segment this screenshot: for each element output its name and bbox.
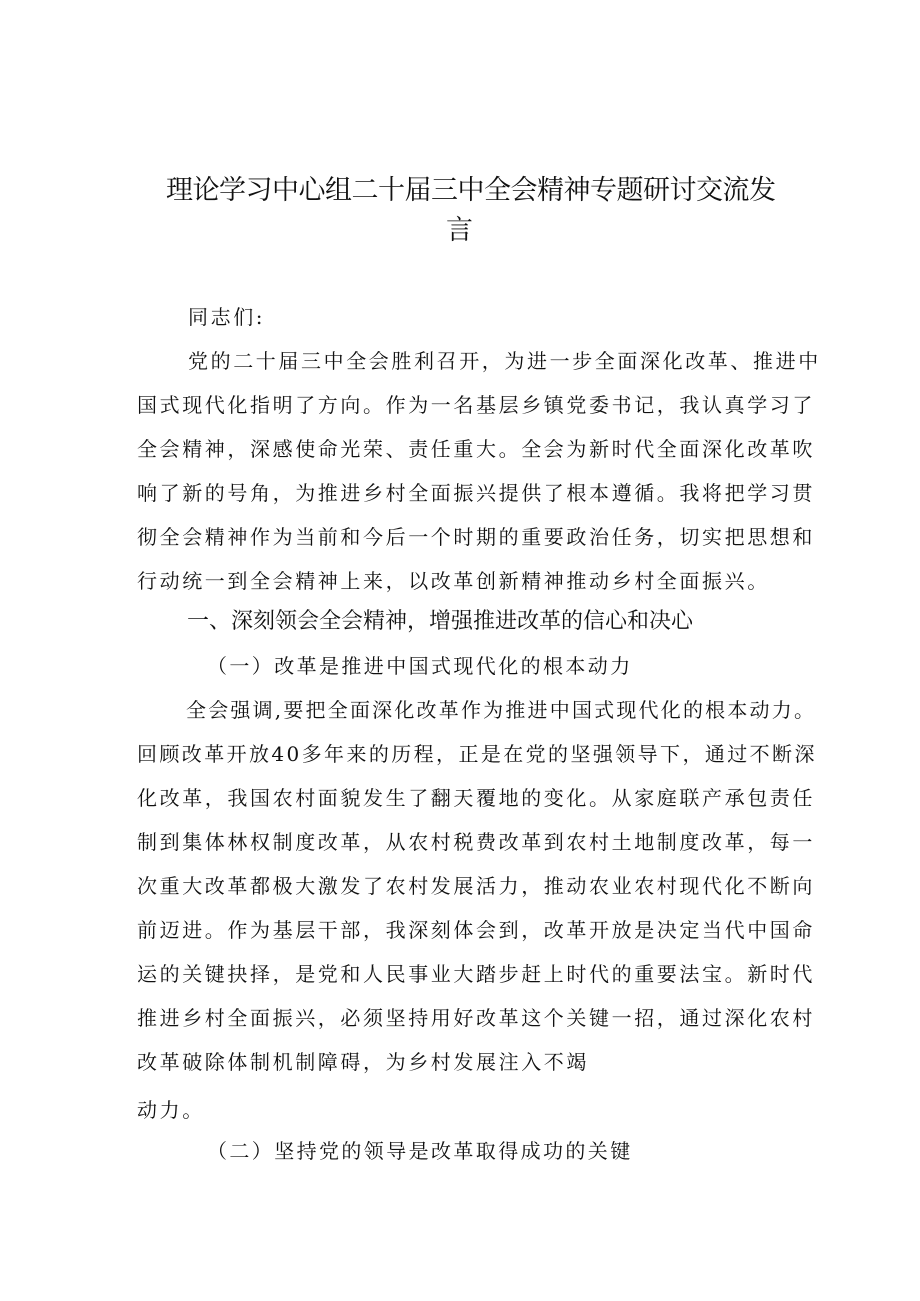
intro-line: 行动统一到全会精神上来，以改革创新精神推动乡村全面振兴。 bbox=[137, 569, 770, 593]
body-line: 动力。 bbox=[137, 1098, 205, 1122]
body-line: 制到集体林权制度改革，从农村税费改革到农村土地制度改革，每一 bbox=[137, 830, 815, 854]
intro-line: 国式现代化指明了方向。作为一名基层乡镇党委书记，我认真学习了 bbox=[137, 393, 815, 417]
body-line: 回顾改革开放40多年来的历程，正是在党的坚强领导下，通过不断深 bbox=[137, 742, 817, 766]
intro-line: 全会精神，深感使命光荣、责任重大。全会为新时代全面深化改革吹 bbox=[137, 437, 815, 461]
body-line: 全会强调,要把全面深化改革作为推进中国式现代化的根本动力。 bbox=[186, 698, 817, 722]
intro-line: 党的二十届三中全会胜利召开，为进一步全面深化改革、推进中 bbox=[188, 349, 821, 373]
body-line: 推进乡村全面振兴，必须坚持用好改革这个关键一招，通过深化农村 bbox=[137, 1006, 815, 1030]
body-line: 次重大改革都极大激发了农村发展活力，推动农业农村现代化不断向 bbox=[137, 874, 815, 898]
body-line: 前迈进。作为基层干部，我深刻体会到，改革开放是决定当代中国命 bbox=[137, 918, 815, 942]
section-heading: 一、深刻领会全会精神，增强推进改革的信心和决心 bbox=[187, 609, 694, 634]
body-line: 化改革，我国农村面貌发生了翻天覆地的变化。从家庭联产承包责任 bbox=[137, 786, 815, 810]
salutation: 同志们: bbox=[188, 305, 266, 329]
intro-line: 响了新的号角，为推进乡村全面振兴提供了根本遵循。我将把学习贯 bbox=[137, 481, 815, 505]
title-line-2: 言 bbox=[446, 215, 473, 246]
title-line-1: 理论学习中心组二十届三中全会精神专题研讨交流发 bbox=[166, 175, 776, 206]
body-line: 运的关键抉择，是党和人民事业大踏步赶上时代的重要法宝。新时代 bbox=[137, 962, 815, 986]
subsection-heading: （一）改革是推进中国式现代化的根本动力 bbox=[207, 654, 633, 678]
body-line: 改革破除体制机制障碍，为乡村发展注入不竭 bbox=[137, 1050, 589, 1074]
subsection-heading: （二）坚持党的领导是改革取得成功的关键 bbox=[207, 1139, 633, 1163]
intro-line: 彻全会精神作为当前和今后一个时期的重要政治任务，切实把思想和 bbox=[137, 525, 815, 549]
